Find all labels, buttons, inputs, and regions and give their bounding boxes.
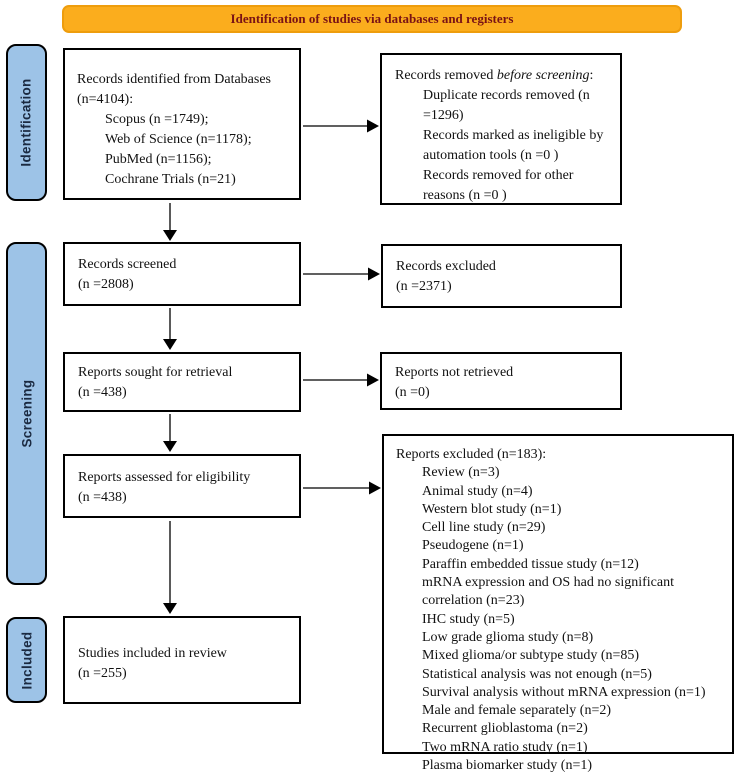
- banner-title: [62, 5, 682, 33]
- database-item: Scopus (n =1749);: [105, 112, 209, 127]
- item-line: Low grade glioma study (n=8): [422, 629, 594, 645]
- exclusion-reason-item: [422, 629, 728, 647]
- box-title-line: [395, 66, 616, 86]
- stage-included-label: Included: [19, 631, 34, 689]
- records-screened-box: [63, 242, 301, 306]
- arrow-head: [163, 339, 177, 350]
- arrow-identified-to-screened: [163, 203, 177, 241]
- exclusion-reason-item: [422, 666, 728, 684]
- exclusion-reason-item: [422, 739, 728, 757]
- exclusion-reason-item: [422, 757, 728, 775]
- stage-screening-label: Screening: [19, 379, 35, 448]
- reports-not-retrieved-box: [380, 352, 622, 410]
- item-line: Pseudogene (n=1): [422, 538, 524, 554]
- arrow-head: [368, 268, 380, 281]
- removal-reason-item: [423, 126, 616, 166]
- arrow-sought-to-not-retrieved: [303, 374, 379, 387]
- arrow-sought-to-assessed: [163, 414, 177, 452]
- item-line: Records removed for other: [423, 168, 574, 183]
- box-line: (n =438): [78, 385, 127, 400]
- arrow-assessed-to-reports-excluded: [303, 482, 381, 495]
- studies-included-box: [63, 616, 301, 704]
- database-item: PubMed (n=1156);: [105, 152, 212, 167]
- item-line: Two mRNA ratio study (n=1): [422, 739, 588, 755]
- item-line: Statistical analysis was not enough (n=5): [422, 666, 652, 682]
- records-identified-box: [63, 48, 301, 200]
- arrow-head: [369, 482, 381, 495]
- exclusion-reason-item: [422, 483, 728, 501]
- item-line: Recurrent glioblastoma (n=2): [422, 721, 588, 737]
- item-line: Plasma biomarker study (n=1): [422, 758, 593, 774]
- stage-included: [6, 617, 47, 703]
- box-line: (n =255): [78, 666, 127, 681]
- arrow-head: [367, 374, 379, 387]
- exclusion-reason-item: [422, 611, 728, 629]
- item-line: Cell line study (n=29): [422, 520, 546, 536]
- exclusion-reason-item: [422, 684, 728, 702]
- item-line: Animal study (n=4): [422, 483, 533, 499]
- reports-excluded-box: [382, 434, 734, 774]
- arrow-identified-to-removed: [303, 120, 379, 133]
- exclusion-reason-item: [422, 702, 728, 720]
- exclusion-reason-item: [422, 556, 728, 574]
- exclusion-reason-item: [422, 720, 728, 738]
- box-title-line: Reports excluded (n=183):: [396, 447, 547, 462]
- item-line: =1296): [423, 108, 464, 123]
- arrow-head: [163, 441, 177, 452]
- removal-reason-item: [423, 166, 616, 206]
- records-removed-box: [380, 53, 622, 205]
- reports-sought-box: [63, 352, 301, 412]
- item-line: Records marked as ineligible by: [423, 128, 604, 143]
- box-line: (n =438): [78, 490, 127, 505]
- box-line: (n =2371): [396, 279, 452, 294]
- arrow-assessed-to-included: [163, 521, 177, 614]
- banner-title-label: Identification of studies via databases and registers: [230, 11, 514, 26]
- arrow-head: [163, 603, 177, 614]
- stage-identification-label: Identification: [19, 78, 35, 167]
- arrow-head: [367, 120, 379, 133]
- reports-assessed-box: [63, 454, 301, 518]
- arrow-head: [163, 230, 177, 241]
- item-line: mRNA expression and OS had no significant: [422, 575, 674, 591]
- title-text: Records removed: [395, 68, 497, 83]
- box-line: (n =0): [395, 385, 430, 400]
- box-line: Reports not retrieved: [395, 365, 514, 380]
- item-line: Duplicate records removed (n: [423, 88, 590, 103]
- item-line: Western blot study (n=1): [422, 501, 562, 517]
- box-title-line: Records identified from Databases: [77, 72, 271, 87]
- exclusion-reason-item: [422, 537, 728, 555]
- box-line: Reports sought for retrieval: [78, 365, 233, 380]
- exclusion-reason-item: [422, 501, 728, 519]
- box-line: Records excluded: [396, 259, 496, 274]
- removal-reason-item: [423, 86, 616, 126]
- item-line: Male and female separately (n=2): [422, 703, 612, 719]
- item-line: correlation (n=23): [422, 593, 525, 609]
- box-title-line: (n=4104):: [77, 92, 134, 107]
- item-line: Mixed glioma/or subtype study (n=85): [422, 648, 640, 664]
- box-line: Studies included in review: [78, 646, 227, 661]
- exclusion-reason-item: [422, 574, 728, 611]
- exclusion-reason-item: [422, 647, 728, 665]
- item-line: reasons (n =0 ): [423, 188, 507, 203]
- title-emphasis: before screening: [496, 68, 590, 83]
- exclusion-reason-item: [422, 464, 728, 482]
- item-line: automation tools (n =0 ): [423, 148, 559, 163]
- box-line: Records screened: [78, 257, 177, 272]
- exclusion-reason-item: [422, 519, 728, 537]
- records-excluded-box: [381, 244, 622, 308]
- item-line: Review (n=3): [422, 465, 500, 481]
- item-line: IHC study (n=5): [422, 611, 515, 627]
- item-line: Survival analysis without mRNA expression (n=1): [422, 684, 706, 700]
- box-line: (n =2808): [78, 277, 134, 292]
- item-line: Paraffin embedded tissue study (n=12): [422, 556, 639, 572]
- arrow-screened-to-sought: [163, 308, 177, 350]
- stage-screening: [6, 242, 47, 585]
- arrow-screened-to-excluded: [303, 268, 380, 281]
- stage-identification: [6, 44, 47, 201]
- database-item: Web of Science (n=1178);: [105, 132, 252, 147]
- database-item: Cochrane Trials (n=21): [105, 172, 236, 187]
- box-line: Reports assessed for eligibility: [78, 470, 251, 485]
- title-text: :: [589, 68, 594, 83]
